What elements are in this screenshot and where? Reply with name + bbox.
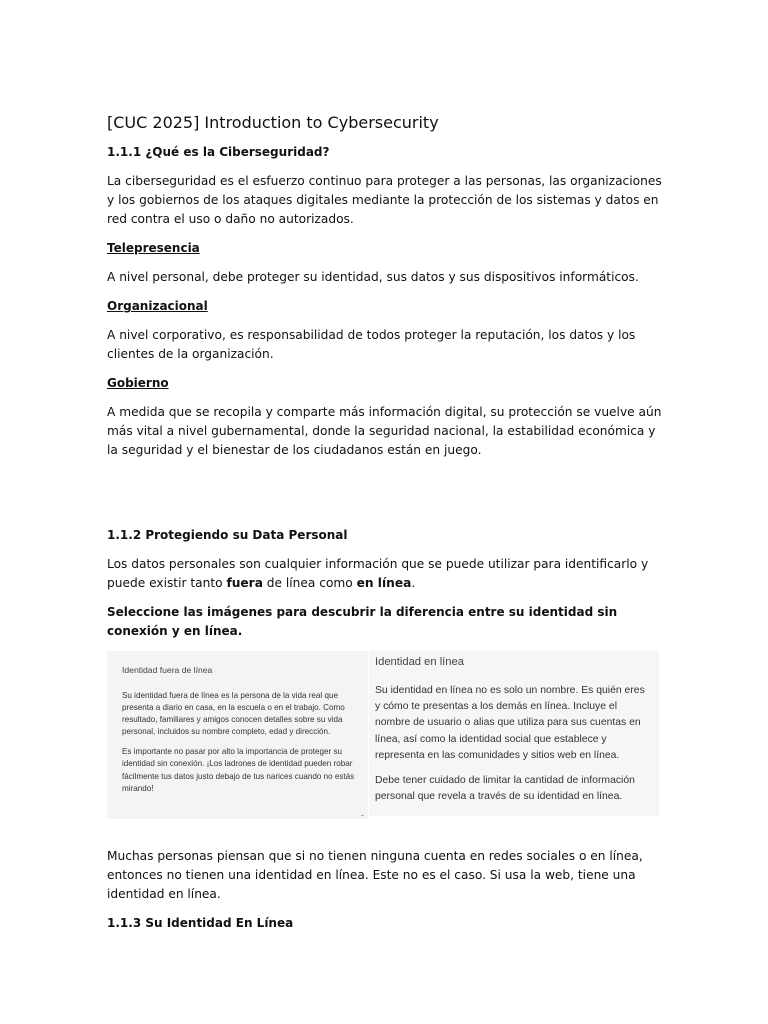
section-1-heading: 1.1.1 ¿Qué es la Ciberseguridad?: [107, 145, 330, 159]
section-spacer: [107, 470, 667, 526]
image-edge-mark: -: [361, 810, 364, 820]
telepresencia-text: A nivel personal, debe proteger su identidad, sus datos y sus dispositivos informáticos.: [107, 270, 639, 284]
offline-identity-text-1: Su identidad fuera de línea es la persona de la vida real que presenta a diario en casa, en la escuela o en el trabajo. Como resultado, familiares y amigos conocen detalles sobre su vida personal, incluidos su nombre completo, edad y dirección.: [122, 691, 345, 737]
document-body: [107, 112, 667, 943]
online-identity-image[interactable]: [369, 651, 659, 816]
organizacional-heading: Organizacional: [107, 299, 208, 313]
intro-text-start: Los datos personales son cualquier información que se puede utilizar para identificarlo y puede existir tanto: [107, 557, 649, 590]
gobierno-text: A medida que se recopila y comparte más información digital, su protección se vuelve aún más vital a nivel gubernamental, donde la seguridad nacional, la estabilidad económica y la seguridad y el bienestar de los ciudadanos están en juego.: [107, 405, 662, 457]
gobierno-heading: Gobierno: [107, 376, 169, 390]
intro-bold-online: en línea: [356, 576, 412, 590]
online-identity-text-2: Debe tener cuidado de limitar la cantidad de información personal que revela a través de su identidad en línea.: [375, 775, 635, 803]
intro-text-end: .: [411, 576, 416, 590]
online-identity-text-1: Su identidad en línea no es solo un nombre. Es quién eres y cómo te presentas a los demás en línea. Incluye el nombre de usuario o alias que utiliza para sus cuentas en línea, así como la identidad social que establece y representa en las comunidades y sitios web en línea.: [375, 685, 645, 761]
identity-images: [107, 651, 667, 821]
section-3-heading: 1.1.3 Su Identidad En Línea: [107, 916, 294, 930]
section-2-intro: [107, 555, 667, 593]
offline-identity-image[interactable]: [107, 651, 368, 819]
section-2-after-text: Muchas personas piensan que si no tienen ninguna cuenta en redes sociales o en línea, entonces no tienen una identidad en línea. Este no es el caso. Si usa la web, tiene una identidad en línea.: [107, 849, 643, 901]
document-title: [CUC 2025] Introduction to Cybersecurity: [107, 113, 439, 132]
offline-identity-text-2: Es importante no pasar por alto la importancia de proteger su identidad sin conexión. ¡Los ladrones de identidad pueden robar fácilmente tus datos justo debajo de tus narices cuando no estás mirando!: [122, 747, 355, 793]
online-identity-title: Identidad en línea: [375, 656, 464, 668]
offline-identity-title: Identidad fuera de línea: [122, 665, 213, 675]
section-1-intro: La ciberseguridad es el esfuerzo continuo para proteger a las personas, las organizaciones y los gobiernos de los ataques digitales mediante la protección de los sistemas y datos en red contra el uso o daño no autorizados.: [107, 174, 662, 226]
organizacional-text: A nivel corporativo, es responsabilidad de todos proteger la reputación, los datos y los clientes de la organización.: [107, 328, 636, 361]
intro-bold-offline: fuera: [226, 576, 263, 590]
section-2-heading: 1.1.2 Protegiendo su Data Personal: [107, 528, 348, 542]
telepresencia-heading: Telepresencia: [107, 241, 200, 255]
intro-text-mid: de línea como: [262, 576, 357, 590]
images-instruction: Seleccione las imágenes para descubrir la diferencia entre su identidad sin conexión y en línea.: [107, 605, 618, 638]
